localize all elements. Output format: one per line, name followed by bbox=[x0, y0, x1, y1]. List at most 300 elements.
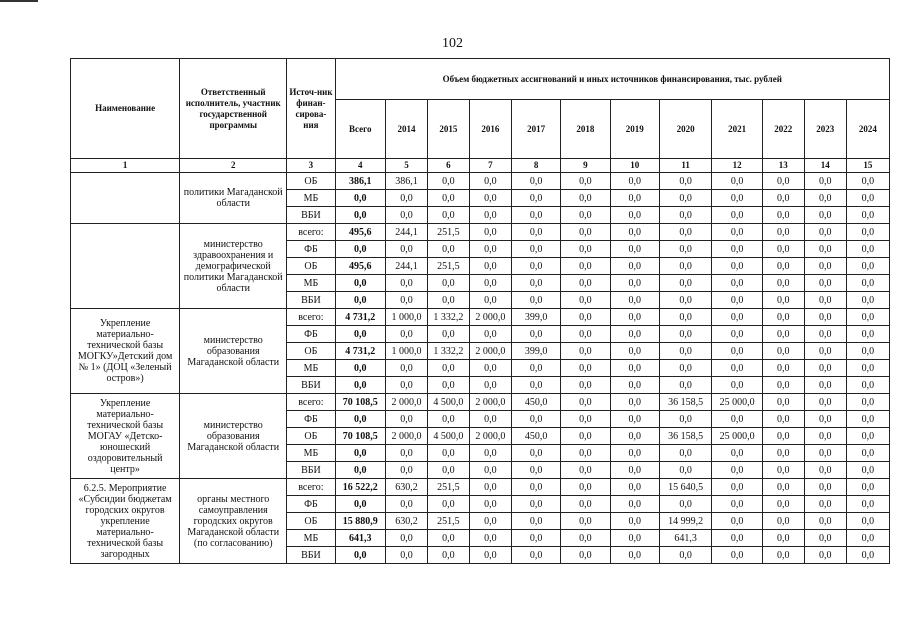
value-cell: 0,0 bbox=[846, 241, 889, 258]
value-cell: 0,0 bbox=[804, 428, 846, 445]
column-number: 1 bbox=[71, 159, 180, 173]
value-cell: 0,0 bbox=[846, 377, 889, 394]
value-cell: 1 332,2 bbox=[427, 343, 469, 360]
value-cell: 0,0 bbox=[804, 224, 846, 241]
value-cell: 0,0 bbox=[561, 275, 610, 292]
value-cell: 0,0 bbox=[561, 258, 610, 275]
value-cell: 251,5 bbox=[427, 513, 469, 530]
source-cell: ФБ bbox=[287, 326, 335, 343]
value-cell: 0,0 bbox=[712, 360, 762, 377]
total-cell: 0,0 bbox=[335, 496, 385, 513]
value-cell: 0,0 bbox=[469, 173, 511, 190]
value-cell: 0,0 bbox=[712, 479, 762, 496]
value-cell: 0,0 bbox=[385, 190, 427, 207]
value-cell: 251,5 bbox=[427, 479, 469, 496]
value-cell: 0,0 bbox=[385, 377, 427, 394]
header-year-col: 2020 bbox=[659, 100, 711, 159]
measure-name-cell: Укрепление материально-технической базы МОГАУ «Детско-юношеский оздоровительный центр» bbox=[71, 394, 180, 479]
corner-mark bbox=[0, 0, 38, 2]
value-cell: 0,0 bbox=[511, 513, 560, 530]
value-cell: 0,0 bbox=[762, 462, 804, 479]
header-year-col: 2024 bbox=[846, 100, 889, 159]
column-number: 11 bbox=[659, 159, 711, 173]
value-cell: 0,0 bbox=[712, 207, 762, 224]
value-cell: 0,0 bbox=[469, 292, 511, 309]
value-cell: 0,0 bbox=[610, 326, 659, 343]
value-cell: 0,0 bbox=[712, 292, 762, 309]
value-cell: 0,0 bbox=[511, 224, 560, 241]
value-cell: 0,0 bbox=[762, 292, 804, 309]
total-cell: 0,0 bbox=[335, 411, 385, 428]
value-cell: 0,0 bbox=[762, 428, 804, 445]
header-year-col: 2016 bbox=[469, 100, 511, 159]
value-cell: 0,0 bbox=[762, 173, 804, 190]
value-cell: 0,0 bbox=[561, 360, 610, 377]
total-cell: 641,3 bbox=[335, 530, 385, 547]
value-cell: 0,0 bbox=[469, 445, 511, 462]
value-cell: 0,0 bbox=[712, 241, 762, 258]
value-cell: 0,0 bbox=[846, 190, 889, 207]
executor-cell: политики Магаданской области bbox=[180, 173, 287, 224]
value-cell: 0,0 bbox=[610, 292, 659, 309]
value-cell: 0,0 bbox=[427, 207, 469, 224]
value-cell: 0,0 bbox=[511, 377, 560, 394]
value-cell: 0,0 bbox=[385, 496, 427, 513]
value-cell: 0,0 bbox=[659, 258, 711, 275]
value-cell: 0,0 bbox=[561, 445, 610, 462]
header-year-col: 2017 bbox=[511, 100, 560, 159]
value-cell: 0,0 bbox=[561, 326, 610, 343]
value-cell: 0,0 bbox=[511, 241, 560, 258]
source-cell: ОБ bbox=[287, 428, 335, 445]
header-funding-title: Объем бюджетных ассигнований и иных источников финансирования, тыс. рублей bbox=[335, 59, 889, 100]
source-cell: МБ bbox=[287, 360, 335, 377]
header-source: Источ-ник финан-сирова-ния bbox=[287, 59, 335, 159]
value-cell: 0,0 bbox=[762, 275, 804, 292]
value-cell: 0,0 bbox=[610, 207, 659, 224]
value-cell: 0,0 bbox=[659, 275, 711, 292]
value-cell: 0,0 bbox=[846, 547, 889, 564]
value-cell: 0,0 bbox=[610, 496, 659, 513]
source-cell: ФБ bbox=[287, 496, 335, 513]
value-cell: 0,0 bbox=[385, 462, 427, 479]
value-cell: 0,0 bbox=[712, 309, 762, 326]
value-cell: 0,0 bbox=[846, 411, 889, 428]
value-cell: 244,1 bbox=[385, 224, 427, 241]
value-cell: 0,0 bbox=[511, 547, 560, 564]
source-cell: МБ bbox=[287, 275, 335, 292]
value-cell: 2 000,0 bbox=[385, 428, 427, 445]
value-cell: 0,0 bbox=[385, 411, 427, 428]
value-cell: 0,0 bbox=[659, 292, 711, 309]
total-cell: 70 108,5 bbox=[335, 428, 385, 445]
value-cell: 0,0 bbox=[610, 411, 659, 428]
header-year-col: Всего bbox=[335, 100, 385, 159]
total-cell: 0,0 bbox=[335, 445, 385, 462]
executor-cell: министерство образования Магаданской области bbox=[180, 394, 287, 479]
table-row bbox=[71, 309, 890, 326]
value-cell: 0,0 bbox=[762, 258, 804, 275]
value-cell: 0,0 bbox=[511, 275, 560, 292]
value-cell: 0,0 bbox=[469, 411, 511, 428]
value-cell: 0,0 bbox=[846, 428, 889, 445]
header-year-col: 2021 bbox=[712, 100, 762, 159]
value-cell: 0,0 bbox=[561, 224, 610, 241]
column-number: 5 bbox=[385, 159, 427, 173]
value-cell: 0,0 bbox=[804, 360, 846, 377]
table-header bbox=[71, 59, 890, 159]
value-cell: 0,0 bbox=[762, 377, 804, 394]
value-cell: 0,0 bbox=[659, 411, 711, 428]
value-cell: 0,0 bbox=[804, 292, 846, 309]
value-cell: 0,0 bbox=[712, 343, 762, 360]
value-cell: 399,0 bbox=[511, 343, 560, 360]
total-cell: 16 522,2 bbox=[335, 479, 385, 496]
value-cell: 244,1 bbox=[385, 258, 427, 275]
value-cell: 2 000,0 bbox=[385, 394, 427, 411]
value-cell: 450,0 bbox=[511, 428, 560, 445]
value-cell: 0,0 bbox=[804, 190, 846, 207]
value-cell: 0,0 bbox=[712, 411, 762, 428]
value-cell: 0,0 bbox=[846, 445, 889, 462]
value-cell: 0,0 bbox=[846, 173, 889, 190]
value-cell: 0,0 bbox=[712, 326, 762, 343]
value-cell: 0,0 bbox=[385, 241, 427, 258]
value-cell: 0,0 bbox=[762, 326, 804, 343]
total-cell: 0,0 bbox=[335, 360, 385, 377]
source-cell: ВБИ bbox=[287, 462, 335, 479]
value-cell: 450,0 bbox=[511, 394, 560, 411]
column-number: 7 bbox=[469, 159, 511, 173]
table-row bbox=[71, 224, 890, 241]
value-cell: 0,0 bbox=[469, 275, 511, 292]
column-number: 10 bbox=[610, 159, 659, 173]
value-cell: 0,0 bbox=[804, 530, 846, 547]
measure-name-cell bbox=[71, 224, 180, 309]
value-cell: 0,0 bbox=[804, 207, 846, 224]
executor-cell: органы местного самоуправления городских округов Магаданской области (по согласованию) bbox=[180, 479, 287, 564]
value-cell: 0,0 bbox=[511, 411, 560, 428]
header-name: Наименование bbox=[71, 59, 180, 159]
column-number: 12 bbox=[712, 159, 762, 173]
column-number: 15 bbox=[846, 159, 889, 173]
value-cell: 36 158,5 bbox=[659, 394, 711, 411]
value-cell: 0,0 bbox=[712, 377, 762, 394]
value-cell: 0,0 bbox=[469, 258, 511, 275]
source-cell: МБ bbox=[287, 190, 335, 207]
value-cell: 2 000,0 bbox=[469, 309, 511, 326]
value-cell: 0,0 bbox=[561, 173, 610, 190]
value-cell: 0,0 bbox=[469, 513, 511, 530]
value-cell: 0,0 bbox=[561, 394, 610, 411]
value-cell: 0,0 bbox=[804, 496, 846, 513]
total-cell: 0,0 bbox=[335, 377, 385, 394]
source-cell: ОБ bbox=[287, 173, 335, 190]
value-cell: 0,0 bbox=[762, 241, 804, 258]
source-cell: ВБИ bbox=[287, 292, 335, 309]
value-cell: 0,0 bbox=[610, 479, 659, 496]
source-cell: ОБ bbox=[287, 513, 335, 530]
value-cell: 0,0 bbox=[511, 360, 560, 377]
value-cell: 0,0 bbox=[610, 173, 659, 190]
total-cell: 0,0 bbox=[335, 241, 385, 258]
value-cell: 0,0 bbox=[804, 394, 846, 411]
value-cell: 0,0 bbox=[561, 513, 610, 530]
header-year-col: 2023 bbox=[804, 100, 846, 159]
value-cell: 15 640,5 bbox=[659, 479, 711, 496]
total-cell: 495,6 bbox=[335, 258, 385, 275]
value-cell: 0,0 bbox=[610, 394, 659, 411]
source-cell: ВБИ bbox=[287, 377, 335, 394]
total-cell: 0,0 bbox=[335, 547, 385, 564]
page-number: 102 bbox=[442, 36, 463, 51]
source-cell: ОБ bbox=[287, 258, 335, 275]
value-cell: 0,0 bbox=[846, 309, 889, 326]
table-row bbox=[71, 394, 890, 411]
value-cell: 0,0 bbox=[712, 496, 762, 513]
value-cell: 0,0 bbox=[659, 190, 711, 207]
value-cell: 0,0 bbox=[561, 530, 610, 547]
total-cell: 0,0 bbox=[335, 462, 385, 479]
value-cell: 0,0 bbox=[659, 462, 711, 479]
header-year-col: 2015 bbox=[427, 100, 469, 159]
value-cell: 0,0 bbox=[610, 462, 659, 479]
value-cell: 0,0 bbox=[712, 275, 762, 292]
value-cell: 0,0 bbox=[610, 445, 659, 462]
source-cell: всего: bbox=[287, 224, 335, 241]
value-cell: 0,0 bbox=[846, 394, 889, 411]
column-number: 13 bbox=[762, 159, 804, 173]
value-cell: 0,0 bbox=[659, 445, 711, 462]
value-cell: 0,0 bbox=[846, 513, 889, 530]
value-cell: 0,0 bbox=[762, 207, 804, 224]
value-cell: 0,0 bbox=[846, 530, 889, 547]
value-cell: 0,0 bbox=[762, 343, 804, 360]
value-cell: 0,0 bbox=[804, 377, 846, 394]
total-cell: 4 731,2 bbox=[335, 309, 385, 326]
value-cell: 4 500,0 bbox=[427, 428, 469, 445]
value-cell: 0,0 bbox=[659, 326, 711, 343]
value-cell: 0,0 bbox=[469, 207, 511, 224]
value-cell: 0,0 bbox=[469, 530, 511, 547]
value-cell: 0,0 bbox=[561, 411, 610, 428]
total-cell: 0,0 bbox=[335, 292, 385, 309]
measure-name-cell: 6.2.5. Мероприятие «Субсидии бюджетам городских округов укрепление материально-технической базы загородных bbox=[71, 479, 180, 564]
value-cell: 1 332,2 bbox=[427, 309, 469, 326]
value-cell: 0,0 bbox=[804, 411, 846, 428]
source-cell: ФБ bbox=[287, 241, 335, 258]
value-cell: 0,0 bbox=[610, 224, 659, 241]
value-cell: 0,0 bbox=[610, 360, 659, 377]
value-cell: 0,0 bbox=[561, 241, 610, 258]
value-cell: 0,0 bbox=[762, 513, 804, 530]
value-cell: 0,0 bbox=[659, 496, 711, 513]
header-year-col: 2018 bbox=[561, 100, 610, 159]
total-cell: 70 108,5 bbox=[335, 394, 385, 411]
measure-name-cell bbox=[71, 173, 180, 224]
value-cell: 0,0 bbox=[762, 496, 804, 513]
value-cell: 0,0 bbox=[804, 343, 846, 360]
value-cell: 0,0 bbox=[427, 173, 469, 190]
value-cell: 36 158,5 bbox=[659, 428, 711, 445]
source-cell: ОБ bbox=[287, 343, 335, 360]
value-cell: 0,0 bbox=[712, 258, 762, 275]
value-cell: 0,0 bbox=[610, 530, 659, 547]
source-cell: всего: bbox=[287, 309, 335, 326]
value-cell: 0,0 bbox=[511, 207, 560, 224]
value-cell: 0,0 bbox=[610, 190, 659, 207]
value-cell: 0,0 bbox=[659, 377, 711, 394]
value-cell: 0,0 bbox=[712, 547, 762, 564]
value-cell: 0,0 bbox=[427, 547, 469, 564]
value-cell: 0,0 bbox=[511, 462, 560, 479]
value-cell: 0,0 bbox=[427, 445, 469, 462]
table-row bbox=[71, 173, 890, 190]
value-cell: 0,0 bbox=[659, 309, 711, 326]
value-cell: 0,0 bbox=[469, 547, 511, 564]
column-number: 4 bbox=[335, 159, 385, 173]
value-cell: 251,5 bbox=[427, 258, 469, 275]
value-cell: 0,0 bbox=[610, 241, 659, 258]
value-cell: 0,0 bbox=[846, 207, 889, 224]
value-cell: 2 000,0 bbox=[469, 394, 511, 411]
value-cell: 0,0 bbox=[712, 530, 762, 547]
value-cell: 0,0 bbox=[427, 326, 469, 343]
value-cell: 2 000,0 bbox=[469, 343, 511, 360]
value-cell: 0,0 bbox=[846, 343, 889, 360]
value-cell: 0,0 bbox=[846, 224, 889, 241]
value-cell: 0,0 bbox=[561, 428, 610, 445]
value-cell: 0,0 bbox=[846, 479, 889, 496]
value-cell: 0,0 bbox=[511, 173, 560, 190]
measure-name-cell: Укрепление материально-технической базы МОГКУ»Детский дом № 1» (ДОЦ «Зеленый остров») bbox=[71, 309, 180, 394]
value-cell: 0,0 bbox=[469, 496, 511, 513]
value-cell: 630,2 bbox=[385, 479, 427, 496]
value-cell: 0,0 bbox=[610, 309, 659, 326]
value-cell: 386,1 bbox=[385, 173, 427, 190]
value-cell: 0,0 bbox=[511, 190, 560, 207]
value-cell: 0,0 bbox=[511, 258, 560, 275]
value-cell: 0,0 bbox=[469, 479, 511, 496]
value-cell: 0,0 bbox=[427, 496, 469, 513]
value-cell: 0,0 bbox=[610, 428, 659, 445]
value-cell: 0,0 bbox=[561, 479, 610, 496]
value-cell: 0,0 bbox=[511, 496, 560, 513]
value-cell: 0,0 bbox=[659, 224, 711, 241]
value-cell: 0,0 bbox=[610, 377, 659, 394]
value-cell: 0,0 bbox=[762, 224, 804, 241]
value-cell: 0,0 bbox=[846, 360, 889, 377]
value-cell: 0,0 bbox=[511, 445, 560, 462]
value-cell: 0,0 bbox=[659, 547, 711, 564]
value-cell: 0,0 bbox=[712, 173, 762, 190]
value-cell: 0,0 bbox=[469, 190, 511, 207]
value-cell: 0,0 bbox=[762, 445, 804, 462]
value-cell: 0,0 bbox=[427, 462, 469, 479]
header-executor: Ответственный исполнитель, участник государственной программы bbox=[180, 59, 287, 159]
value-cell: 14 999,2 bbox=[659, 513, 711, 530]
header-year-col: 2014 bbox=[385, 100, 427, 159]
total-cell: 15 880,9 bbox=[335, 513, 385, 530]
value-cell: 25 000,0 bbox=[712, 394, 762, 411]
value-cell: 0,0 bbox=[469, 360, 511, 377]
budget-table bbox=[70, 58, 890, 564]
value-cell: 0,0 bbox=[427, 411, 469, 428]
value-cell: 0,0 bbox=[427, 360, 469, 377]
value-cell: 0,0 bbox=[610, 343, 659, 360]
column-number: 2 bbox=[180, 159, 287, 173]
value-cell: 0,0 bbox=[469, 224, 511, 241]
value-cell: 0,0 bbox=[427, 292, 469, 309]
value-cell: 0,0 bbox=[762, 309, 804, 326]
value-cell: 0,0 bbox=[561, 207, 610, 224]
value-cell: 0,0 bbox=[804, 309, 846, 326]
header-year-col: 2022 bbox=[762, 100, 804, 159]
value-cell: 0,0 bbox=[561, 309, 610, 326]
value-cell: 0,0 bbox=[762, 394, 804, 411]
value-cell: 0,0 bbox=[804, 445, 846, 462]
value-cell: 0,0 bbox=[427, 241, 469, 258]
source-cell: МБ bbox=[287, 445, 335, 462]
total-cell: 495,6 bbox=[335, 224, 385, 241]
value-cell: 0,0 bbox=[385, 547, 427, 564]
value-cell: 0,0 bbox=[712, 224, 762, 241]
value-cell: 0,0 bbox=[561, 190, 610, 207]
value-cell: 399,0 bbox=[511, 309, 560, 326]
value-cell: 0,0 bbox=[385, 275, 427, 292]
value-cell: 630,2 bbox=[385, 513, 427, 530]
source-cell: всего: bbox=[287, 394, 335, 411]
value-cell: 0,0 bbox=[804, 258, 846, 275]
value-cell: 0,0 bbox=[659, 360, 711, 377]
value-cell: 1 000,0 bbox=[385, 343, 427, 360]
value-cell: 0,0 bbox=[804, 462, 846, 479]
value-cell: 4 500,0 bbox=[427, 394, 469, 411]
value-cell: 0,0 bbox=[610, 547, 659, 564]
value-cell: 0,0 bbox=[846, 258, 889, 275]
value-cell: 1 000,0 bbox=[385, 309, 427, 326]
value-cell: 25 000,0 bbox=[712, 428, 762, 445]
value-cell: 0,0 bbox=[385, 207, 427, 224]
value-cell: 0,0 bbox=[511, 292, 560, 309]
total-cell: 0,0 bbox=[335, 275, 385, 292]
value-cell: 0,0 bbox=[385, 445, 427, 462]
value-cell: 0,0 bbox=[846, 496, 889, 513]
value-cell: 0,0 bbox=[712, 462, 762, 479]
value-cell: 0,0 bbox=[427, 377, 469, 394]
header-year-col: 2019 bbox=[610, 100, 659, 159]
column-number: 8 bbox=[511, 159, 560, 173]
value-cell: 0,0 bbox=[762, 360, 804, 377]
value-cell: 0,0 bbox=[561, 292, 610, 309]
value-cell: 0,0 bbox=[385, 292, 427, 309]
value-cell: 0,0 bbox=[804, 547, 846, 564]
source-cell: ФБ bbox=[287, 411, 335, 428]
value-cell: 0,0 bbox=[712, 513, 762, 530]
value-cell: 0,0 bbox=[610, 513, 659, 530]
value-cell: 0,0 bbox=[712, 190, 762, 207]
value-cell: 0,0 bbox=[846, 326, 889, 343]
column-number: 3 bbox=[287, 159, 335, 173]
total-cell: 4 731,2 bbox=[335, 343, 385, 360]
value-cell: 0,0 bbox=[427, 190, 469, 207]
source-cell: ВБИ bbox=[287, 547, 335, 564]
value-cell: 0,0 bbox=[427, 530, 469, 547]
total-cell: 0,0 bbox=[335, 207, 385, 224]
value-cell: 0,0 bbox=[511, 479, 560, 496]
value-cell: 0,0 bbox=[804, 513, 846, 530]
value-cell: 0,0 bbox=[469, 377, 511, 394]
